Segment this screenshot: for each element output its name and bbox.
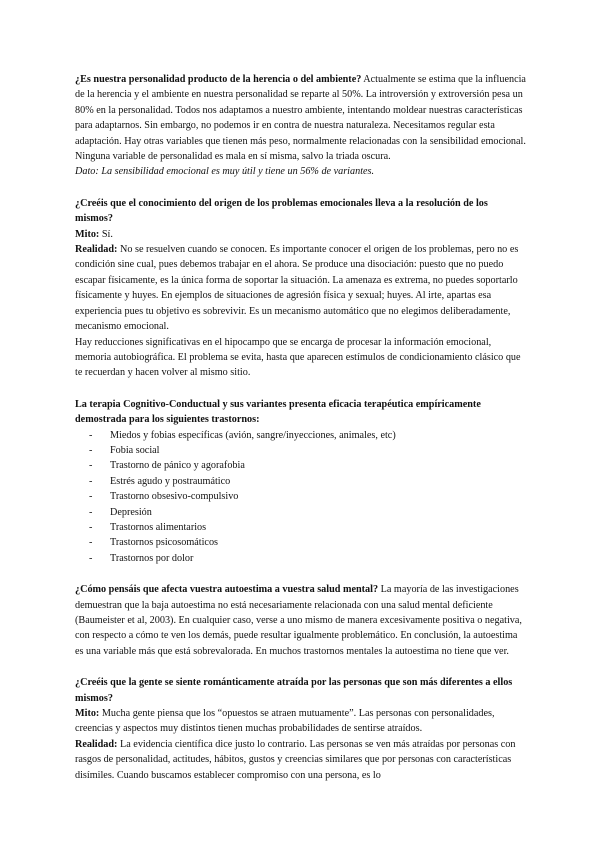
question-emotional-origin: ¿Creéis que el conocimiento del origen de los problemas emocionales lleva a la resolución de los mismos?	[75, 197, 488, 225]
mito-attraction	[75, 706, 527, 737]
disorder-list	[75, 428, 527, 567]
list-item: - Fobia social	[75, 443, 527, 458]
mito-line	[75, 227, 527, 242]
realidad-paragraph	[75, 242, 527, 334]
mito-text: Mucha gente piensa que los “opuestos se atraen mutuamente”. Las personas con personalidades, creencias y aspectos muy distintos tienen muchas probabilidades de sentirse atraídos.	[75, 708, 495, 735]
dato-note: Dato: La sensibilidad emocional es muy útil y tiene un 56% de variantes.	[75, 166, 375, 178]
paragraph-heredity	[75, 72, 527, 164]
list-item: - Miedos y fobias específicas (avión, sangre/inyecciones, animales, etc)	[75, 428, 527, 443]
hippocampus-paragraph: Hay reducciones significativas en el hipocampo que se encarga de procesar la información emocional, memoria autobiográfica. El problema se evita, hasta que aparecen estímulos de condicionamiento clásico que te recuerdan y hacen volver al mismo sitio.	[75, 336, 521, 379]
section-self-esteem	[75, 582, 527, 659]
question-heredity: ¿Es nuestra personalidad producto de la herencia o del ambiente?	[75, 74, 362, 85]
section-attraction	[75, 675, 527, 783]
realidad-label: Realidad:	[75, 244, 118, 256]
paragraph-self-esteem	[75, 582, 527, 659]
section-heredity	[75, 72, 527, 180]
list-item: - Estrés agudo y postraumático	[75, 474, 527, 489]
question-self-esteem: ¿Cómo pensáis que afecta vuestra autoestima a vuestra salud mental?	[75, 584, 379, 596]
section-cbt	[75, 397, 527, 566]
answer-heredity: Actualmente se estima que la influencia de la herencia y el ambiente en nuestra personalidad se reparte al 50%. La introversión y extroversión pesa un 80% en la personalidad. Todos nos adaptamos a nuestro ambiente, intentando moldear nuestras características para adaptarnos. Sin embargo, no podemos ir en contra de nuestra naturaleza. Necesitamos regular esta adaptación. Hay otras variables que tienen más peso, normalmente relacionadas con la sensibilidad emocional. Ninguna variable de personalidad es mala en sí misma, salvo la triada oscura.	[75, 74, 526, 163]
realidad-text: La evidencia científica dice justo lo contrario. Las personas se ven más atraídas por personas con rasgos de personalidad, actitudes, hábitos, gustos y creencias similares que por personas con características disímiles. Cuando buscamos establecer compromiso con una persona, es lo	[75, 738, 516, 781]
mito-label: Mito:	[75, 228, 100, 240]
mito-text: Sí.	[101, 228, 113, 240]
cbt-heading: La terapia Cognitivo-Conductual y sus variantes presenta eficacia terapéutica empíricamente demostrada para los siguientes trastornos:	[75, 398, 481, 426]
list-item: - Trastornos psicosomáticos	[75, 535, 527, 550]
list-item: - Trastornos por dolor	[75, 551, 527, 566]
question-attraction: ¿Creéis que la gente se siente románticamente atraída por las personas que son más diferentes a ellos mismos?	[75, 677, 513, 704]
list-item: - Trastorno obsesivo-compulsivo	[75, 489, 527, 504]
list-item: - Trastornos alimentarios	[75, 520, 527, 535]
mito-label: Mito:	[75, 708, 100, 720]
answer-self-esteem: La mayoría de las investigaciones demuestran que la baja autoestima no está necesariamente relacionada con una salud mental deficiente (Baumeister et al, 2003). En cualquier caso, verse a uno mismo de manera excesivamente positiva o negativa, con respecto a cómo te ven los demás, puede resultar igualmente problemático. En conclusión, la autoestima es una variable más que está sobrevalorada. En muchos trastornos mentales la autoestima no tiene que ver.	[75, 584, 522, 657]
list-item: - Depresión	[75, 505, 527, 520]
realidad-label: Realidad:	[75, 738, 118, 750]
realidad-attraction	[75, 737, 527, 783]
section-emotional-origin	[75, 196, 527, 381]
list-item: - Trastorno de pánico y agorafobia	[75, 458, 527, 473]
document-page	[75, 72, 527, 783]
realidad-text: No se resuelven cuando se conocen. Es importante conocer el origen de los problemas, pero no es condición sine cual, pues debemos trabajar en el ahora. Se produce una disociación: puesto que no puedo escapar físicamente, es la única forma de soportar la situación. La amenaza es extrema, no puedes soportarlo físicamente y huyes. En ejemplos de situaciones de agresión física y sexual; huyes. Al irte, apartas esa experiencia pues tu objetivo es sobrevivir. Es un mecanismo automático que no elegimos deliberadamente, mecanismo emocional.	[75, 244, 519, 333]
